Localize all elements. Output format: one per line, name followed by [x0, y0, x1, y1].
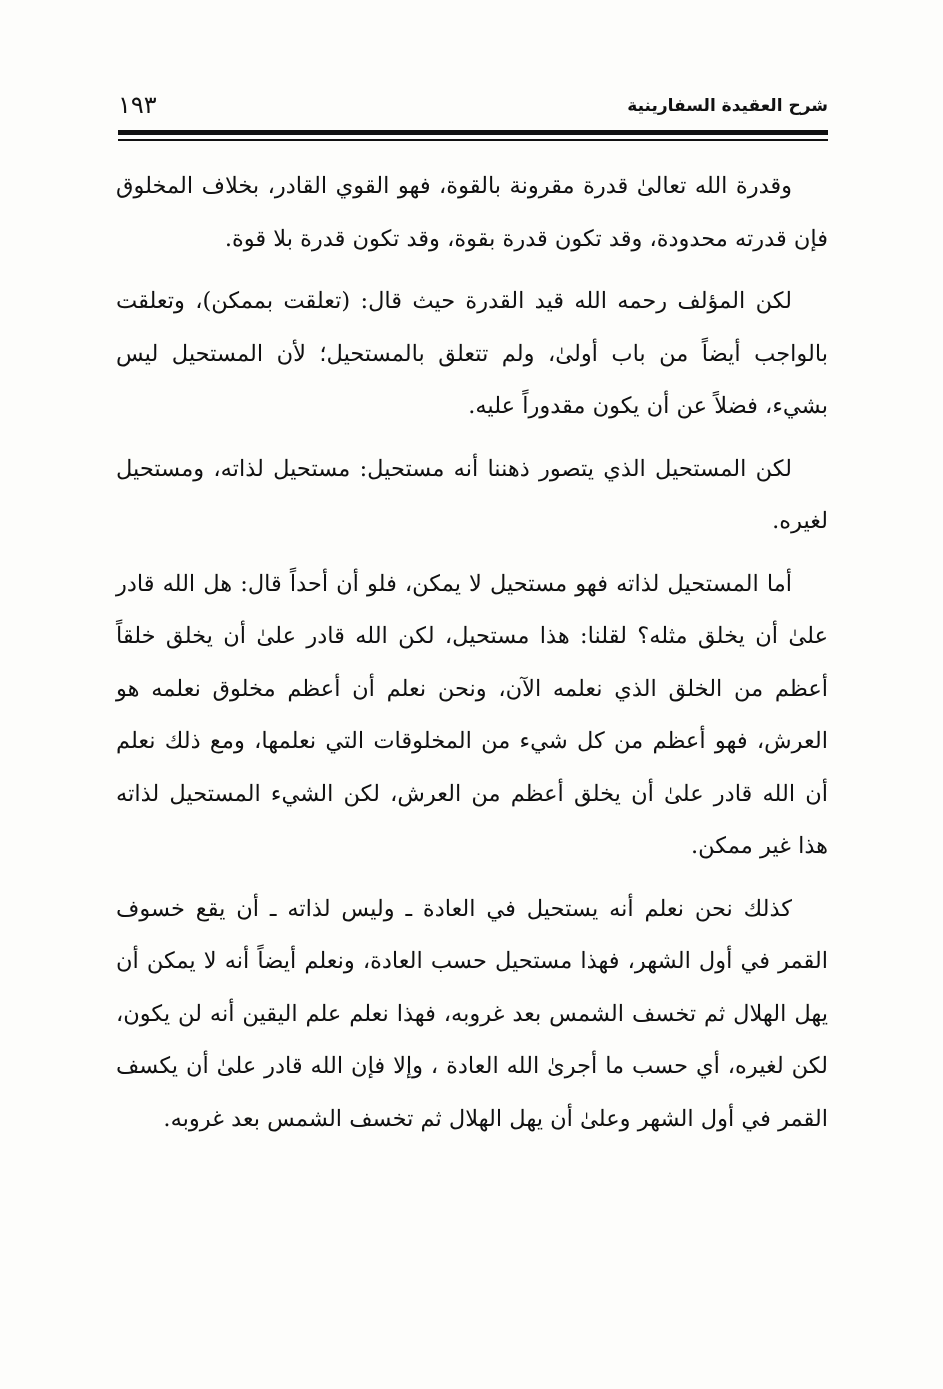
paragraph: كذلك نحن نعلم أنه يستحيل في العادة ـ وليس لذاته ـ أن يقع خسوف القمر في أول الشهر، فهذا مستحيل حسب العادة، ونعلم أيضاً أنه لا يمكن أن يهل الهلال ثم تخسف الشمس بعد غروبه، فهذا نعلم علم اليقين أنه لن يكون، لكن لغيره، أي حسب ما أجرىٰ الله العادة ، وإلا فإن الله قادر علىٰ أن يكسف القمر في أول الشهر وعلىٰ أن يهل الهلال ثم تخسف الشمس بعد غروبه.	[116, 895, 828, 1132]
body-text	[116, 160, 828, 1155]
header-rule-thin	[118, 139, 828, 141]
book-title: شرح العقيدة السفارينية	[627, 96, 828, 116]
paragraph: أما المستحيل لذاته فهو مستحيل لا يمكن، فلو أن أحداً قال: هل الله قادر علىٰ أن يخلق مثله؟ لقلنا: هذا مستحيل، لكن الله قادر علىٰ أن يخلق خلقاً أعظم من الخلق الذي نعلمه الآن، ونحن نعلم أن أعظم مخلوق نعلمه هو العرش، فهو أعظم من كل شيء من المخلوقات التي نعلمها، ومع ذلك نعلم أن الله قادر علىٰ أن يخلق أعظم من العرش، لكن الشيء المستحيل لذاته هذا غير ممكن.	[116, 570, 828, 859]
running-header	[118, 88, 828, 128]
paragraph: وقدرة الله تعالىٰ قدرة مقرونة بالقوة، فهو القوي القادر، بخلاف المخلوق فإن قدرته محدودة، وقد تكون قدرة بقوة، وقد تكون قدرة بلا قوة.	[116, 173, 828, 252]
page-number: ١٩٣	[118, 91, 157, 119]
paragraph: لكن المستحيل الذي يتصور ذهننا أنه مستحيل: مستحيل لذاته، ومستحيل لغيره.	[116, 455, 828, 534]
header-rule-thick	[118, 130, 828, 135]
paragraph: لكن المؤلف رحمه الله قيد القدرة حيث قال: (تعلقت بممكن)، وتعلقت بالواجب أيضاً من باب أولىٰ، ولم تتعلق بالمستحيل؛ لأن المستحيل ليس بشيء، فضلاً عن أن يكون مقدوراً عليه.	[116, 288, 828, 419]
